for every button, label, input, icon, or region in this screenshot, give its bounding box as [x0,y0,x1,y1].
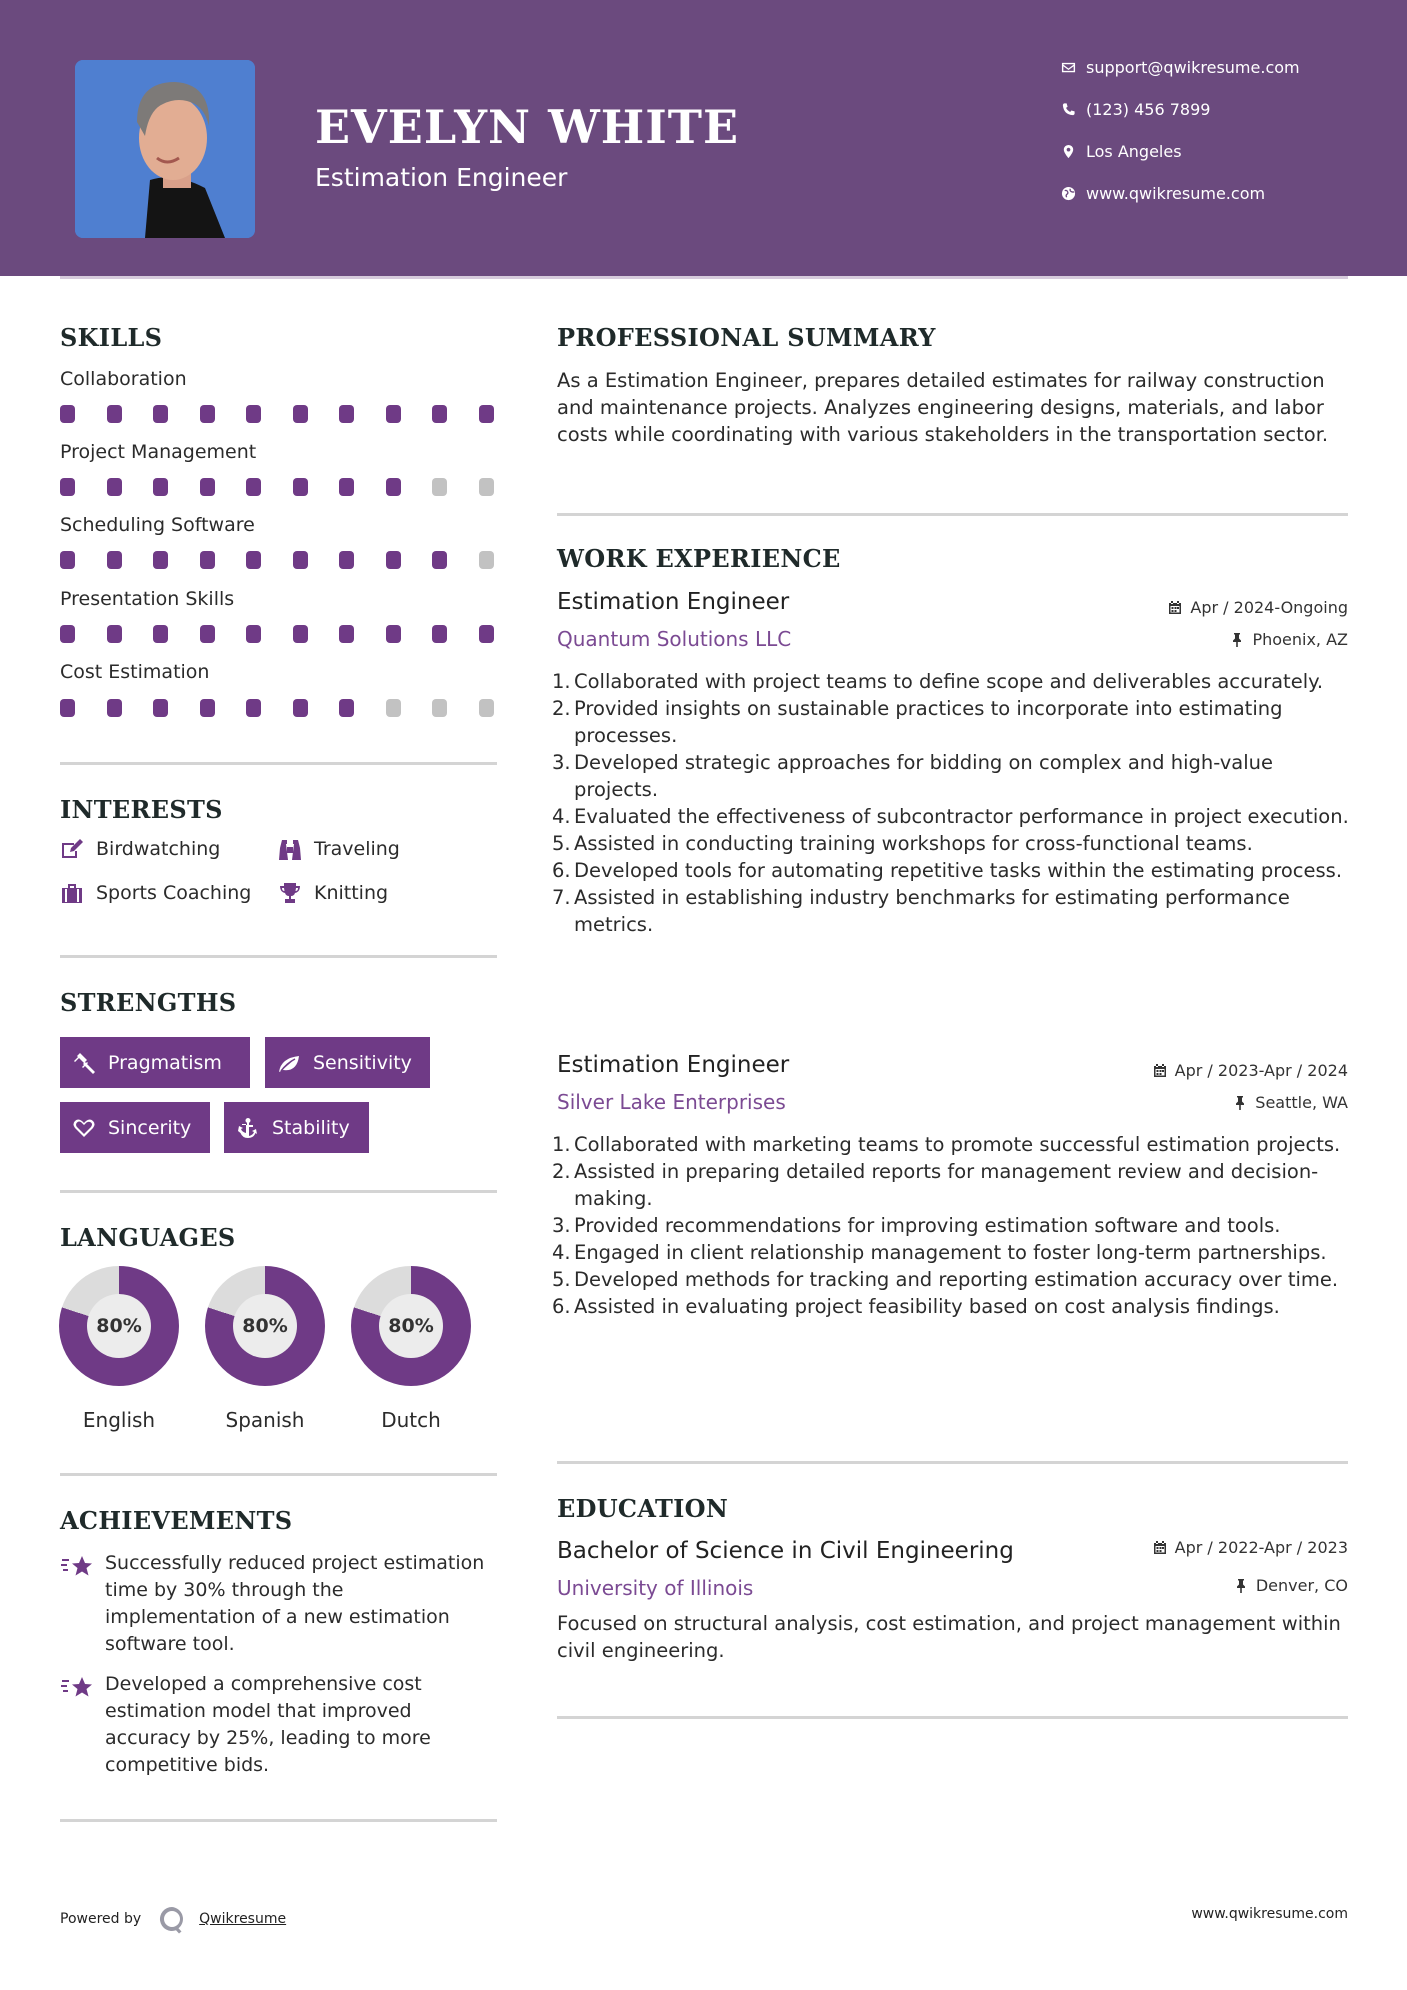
skill-dot [246,478,261,496]
trophy-icon [278,882,314,904]
globe-icon [1050,186,1086,201]
job-responsibilities [552,1131,1352,1320]
degree-title: Bachelor of Science in Civil Engineering [557,1538,1014,1564]
responsibility-item: 5. Assisted in conducting training workshops for cross-functional teams. [552,832,1253,855]
interest-item [278,838,400,860]
contact-email[interactable] [1050,58,1300,77]
pushpin-icon [1233,1095,1247,1110]
skill-dot [479,625,494,643]
edit-icon [60,838,96,860]
summary-text: As a Estimation Engineer, prepares detailed estimates for railway construction and maintenance projects. Analyzes engineering designs, materials, and labor costs while coordinating with various stakeholders in the transportation sector. [557,369,1329,446]
achievement-text: Successfully reduced project estimation time by 30% through the implementation of a new estimation software tool. [105,1552,485,1655]
section-divider [60,955,497,958]
skill-dot [153,625,168,643]
interest-item [60,882,251,904]
responsibility-item: 2. Provided insights on sustainable practices to incorporate into estimating processes. [552,697,1283,747]
gavel-icon [72,1052,96,1074]
experience-heading: WORK EXPERIENCE [557,544,841,573]
responsibility-item: 1. Collaborated with project teams to define scope and deliverables accurately. [552,670,1324,693]
header-divider [60,276,1348,279]
section-divider [60,1819,497,1822]
skill-dot [246,699,261,717]
skill-dot [153,478,168,496]
skill-dot [432,478,447,496]
skill-dot [246,405,261,423]
resume-header [0,0,1407,276]
company-name: Silver Lake Enterprises [557,1090,786,1114]
skill-dot [107,551,122,569]
skill-dot [60,551,75,569]
language-percent: 80% [233,1294,297,1358]
language-item [351,1266,471,1432]
language-percent: 80% [87,1294,151,1358]
skill-dot [479,478,494,496]
skill-dot [479,551,494,569]
skill-dot [432,699,447,717]
summary-heading: PROFESSIONAL SUMMARY [557,323,936,352]
strength-tag [60,1037,250,1088]
skill-rating-presentation-skills [60,625,497,643]
anchor-icon [236,1117,260,1139]
star-achievement-icon [60,1671,105,1779]
candidate-name: EVELYN WHITE [315,100,740,154]
skill-label: Presentation Skills [60,588,235,610]
skill-dot [339,699,354,717]
strength-label: Pragmatism [108,1051,222,1074]
skill-dot [386,625,401,643]
interest-label: Sports Coaching [96,882,252,904]
job-location [1233,1093,1348,1112]
skill-dot [153,699,168,717]
education-location-text: Denver, CO [1255,1576,1348,1595]
language-label: English [82,1408,156,1432]
skill-dot [107,625,122,643]
job-title: Estimation Engineer [557,1052,790,1078]
qwikresume-link[interactable]: Qwikresume [199,1911,287,1927]
education-dates [1153,1538,1348,1557]
skill-rating-project-management [60,478,497,496]
skill-dot [246,551,261,569]
footer-powered-by [60,1904,286,1934]
job-dates-text: Apr / 2024-Ongoing [1190,598,1348,617]
skill-label: Scheduling Software [60,514,255,536]
education-heading: EDUCATION [557,1494,729,1523]
education-location [1234,1576,1348,1595]
skill-dot [339,625,354,643]
job-dates [1168,598,1348,617]
contact-location-text: Los Angeles [1086,142,1182,161]
achievements-heading: ACHIEVEMENTS [60,1506,293,1535]
skill-dot [386,551,401,569]
qwikresume-logo-icon [157,1904,187,1934]
education-dates-text: Apr / 2022-Apr / 2023 [1174,1538,1348,1557]
skill-dot [432,405,447,423]
skill-dot [200,478,215,496]
contact-website-text: www.qwikresume.com [1086,184,1266,203]
skill-dot [107,405,122,423]
skill-dot [107,478,122,496]
strength-tag [265,1037,430,1088]
skill-dot [339,478,354,496]
skill-dot [60,478,75,496]
pushpin-icon [1230,632,1244,647]
strengths-heading: STRENGTHS [60,988,237,1017]
skill-label: Collaboration [60,368,187,390]
skill-label: Cost Estimation [60,661,210,683]
language-label: Spanish [225,1408,305,1432]
skill-dot [293,478,308,496]
job-responsibilities [552,668,1352,938]
skill-dot [293,551,308,569]
calendar-icon [1153,1540,1167,1555]
skill-dot [432,625,447,643]
pushpin-icon [1234,1578,1248,1593]
language-item [205,1266,325,1432]
skill-label: Project Management [60,441,257,463]
skill-dot [293,699,308,717]
footer-website[interactable]: www.qwikresume.com [1191,1906,1348,1922]
language-proficiency-donut [205,1266,325,1386]
contact-phone-text: (123) 456 7899 [1086,100,1211,119]
envelope-icon [1050,60,1086,75]
skill-dot [386,478,401,496]
job-location-text: Seattle, WA [1255,1093,1348,1112]
contact-website[interactable] [1050,184,1265,203]
candidate-role: Estimation Engineer [315,163,568,192]
skill-dot [200,699,215,717]
powered-by-text: Powered by [60,1911,142,1927]
section-divider [60,1473,497,1476]
language-proficiency-donut [59,1266,179,1386]
company-name: Quantum Solutions LLC [557,627,792,651]
contact-phone[interactable] [1050,100,1210,119]
skill-dot [386,405,401,423]
responsibility-item: 2. Assisted in preparing detailed reports for management review and decision-making. [552,1160,1319,1210]
skill-dot [293,405,308,423]
skills-heading: SKILLS [60,323,163,352]
binoculars-icon [278,838,314,860]
map-marker-icon [1050,144,1086,159]
skill-dot [386,699,401,717]
language-percent: 80% [379,1294,443,1358]
calendar-icon [1168,600,1182,615]
section-divider [557,1461,1348,1464]
skill-dot [153,551,168,569]
skill-dot [293,625,308,643]
heart-icon [72,1117,96,1139]
star-achievement-icon [60,1550,105,1658]
skill-dot [107,699,122,717]
language-label: Dutch [381,1408,441,1432]
skill-dot [246,625,261,643]
leaf-icon [277,1052,301,1074]
responsibility-item: 4. Engaged in client relationship management to foster long-term partnerships. [552,1241,1327,1264]
responsibility-item: 6. Developed tools for automating repetitive tasks within the estimating process. [552,859,1343,882]
skill-dot [60,699,75,717]
section-divider [557,1716,1348,1719]
responsibility-item: 6. Assisted in evaluating project feasibility based on cost analysis findings. [552,1295,1280,1318]
job-location-text: Phoenix, AZ [1252,630,1348,649]
profile-photo [75,60,255,238]
interest-label: Birdwatching [96,838,221,860]
responsibility-item: 3. Developed strategic approaches for bidding on complex and high-value projects. [552,751,1274,801]
skill-dot [432,551,447,569]
skill-rating-cost-estimation [60,699,497,717]
skill-rating-collaboration [60,405,497,423]
languages-heading: LANGUAGES [60,1223,236,1252]
profile-photo-illustration [75,60,255,238]
interest-item [60,838,220,860]
responsibility-item: 1. Collaborated with marketing teams to promote successful estimation projects. [552,1133,1341,1156]
contact-location [1050,142,1182,161]
strength-tag [60,1102,210,1153]
skill-dot [200,625,215,643]
skill-dot [200,551,215,569]
responsibility-item: 4. Evaluated the effectiveness of subcontractor performance in project execution. [552,805,1349,828]
strength-label: Sensitivity [313,1051,412,1074]
skill-dot [60,625,75,643]
strength-label: Stability [272,1116,350,1139]
skill-dot [153,405,168,423]
achievement-text: Developed a comprehensive cost estimation model that improved accuracy by 25%, leading to more competitive bids. [105,1673,431,1776]
skill-dot [479,405,494,423]
job-location [1230,630,1348,649]
interest-label: Traveling [314,838,400,860]
responsibility-item: 5. Developed methods for tracking and reporting estimation accuracy over time. [552,1268,1339,1291]
section-divider [60,762,497,765]
strength-label: Sincerity [108,1116,192,1139]
phone-icon [1050,102,1086,117]
skill-dot [200,405,215,423]
achievement-item [60,1550,500,1658]
language-proficiency-donut [351,1266,471,1386]
job-dates [1153,1061,1348,1080]
contact-email-text: support@qwikresume.com [1086,58,1300,77]
calendar-icon [1153,1063,1167,1078]
skill-dot [479,699,494,717]
language-item [59,1266,179,1432]
skill-rating-scheduling-software [60,551,497,569]
interest-label: Knitting [314,882,389,904]
skill-dot [339,551,354,569]
section-divider [557,513,1348,516]
achievement-item [60,1671,500,1779]
education-description: Focused on structural analysis, cost estimation, and project management within civil engineering. [557,1612,1341,1662]
strength-tag [224,1102,369,1153]
skill-dot [60,405,75,423]
suitcase-icon [60,882,96,904]
responsibility-item: 3. Provided recommendations for improving estimation software and tools. [552,1214,1281,1237]
section-divider [60,1190,497,1193]
responsibility-item: 7. Assisted in establishing industry benchmarks for estimating performance metrics. [552,886,1290,936]
skill-dot [339,405,354,423]
interests-heading: INTERESTS [60,795,223,824]
interest-item [278,882,388,904]
school-name: University of Illinois [557,1576,754,1600]
job-dates-text: Apr / 2023-Apr / 2024 [1174,1061,1348,1080]
job-title: Estimation Engineer [557,589,790,615]
